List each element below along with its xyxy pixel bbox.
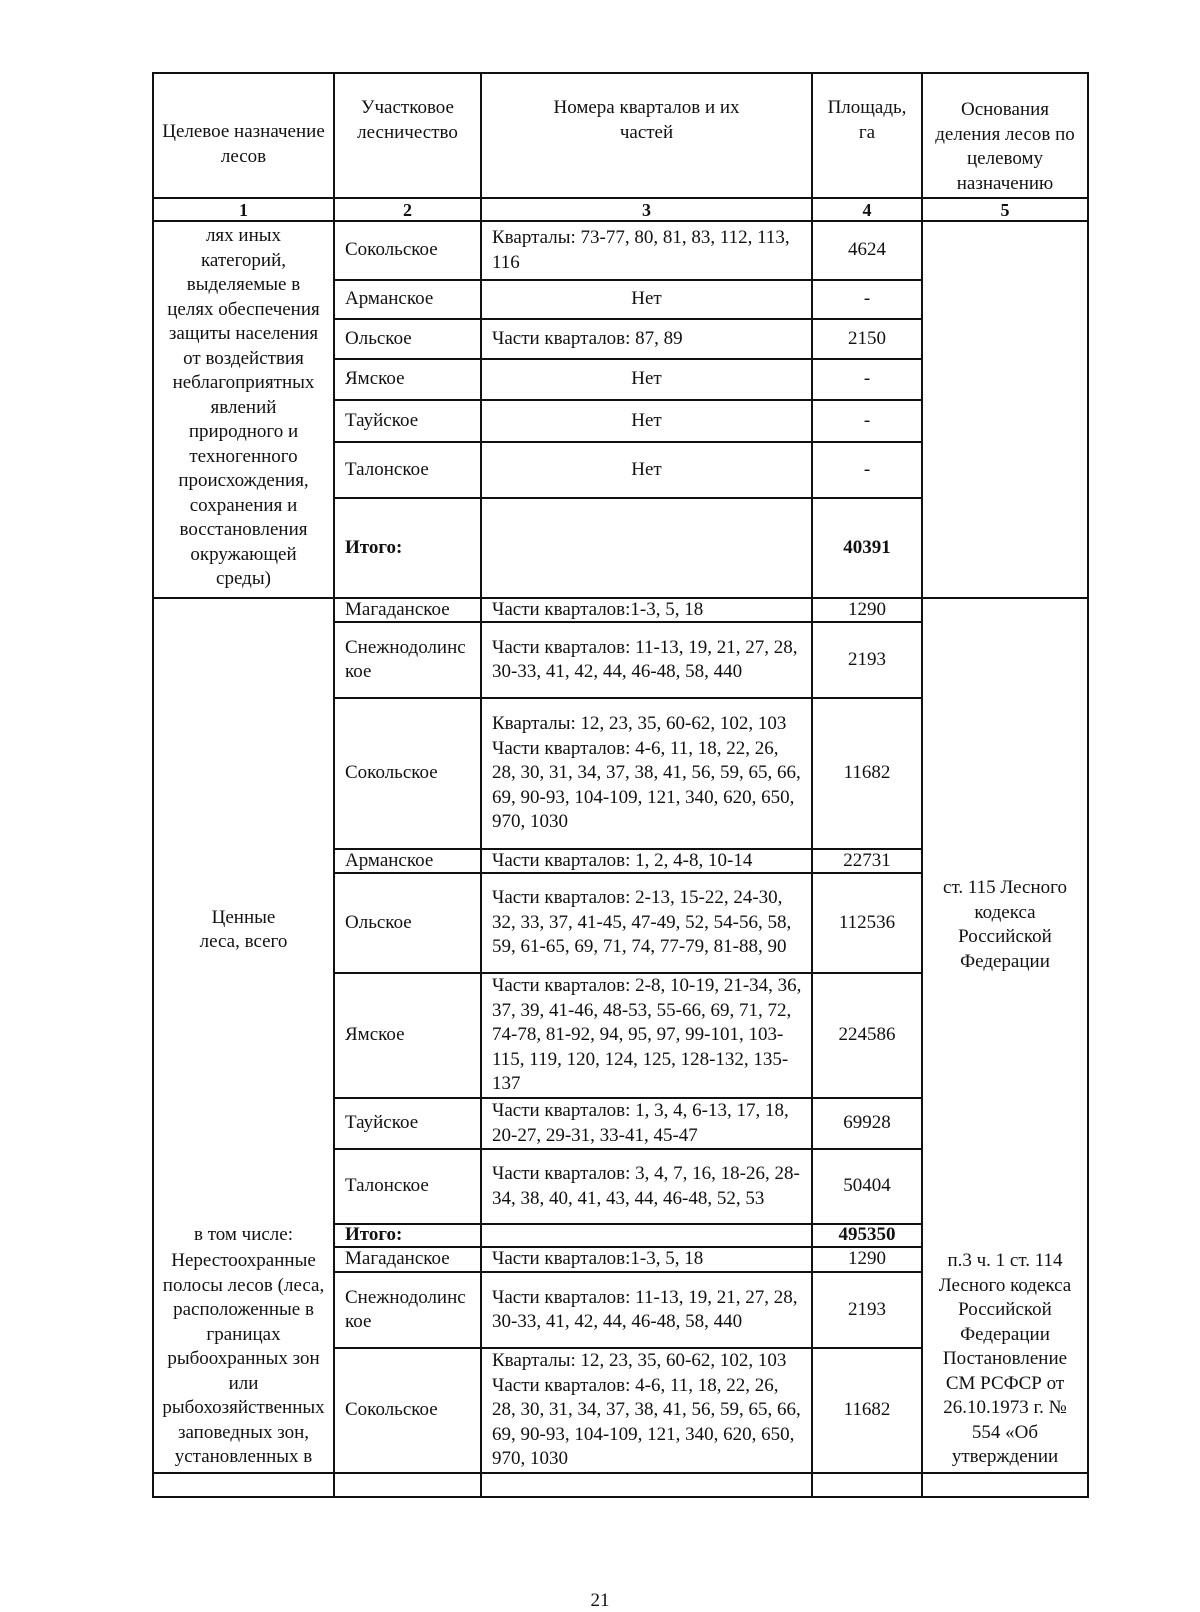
area-cell: 50404 bbox=[843, 1175, 891, 1197]
forestry-cell: Сокольское bbox=[345, 239, 438, 261]
forestry-cell: Ольское bbox=[345, 911, 412, 933]
quarters-cell: Части кварталов: 2-8, 10-19, 21-34, 36, 37, 39, 41-46, 48-53, 55-66, 69, 71, 72, 74-78, 81-92, 94, 95, 97, 99-101, 103-115, 119, 120, 124, 125, 128-132, 135-137 bbox=[492, 975, 802, 1095]
forestry-cell: Магаданское bbox=[345, 598, 450, 620]
basis-cell: ст. 115 Лесного кодекса Российской Федерации bbox=[943, 877, 1067, 972]
header-basis: Основания деления лесов по целевому назначению bbox=[935, 99, 1075, 194]
column-number: 3 bbox=[642, 199, 651, 220]
area-cell: 11682 bbox=[843, 762, 891, 784]
area-cell: 2193 bbox=[848, 1298, 886, 1320]
forestry-cell: Талонское bbox=[345, 458, 429, 480]
quarters-cell: Части кварталов: 11-13, 19, 21, 27, 28, 30-33, 41, 42, 44, 46-48, 58, 440 bbox=[492, 1286, 798, 1332]
sub-label: в том числе: bbox=[193, 1224, 294, 1246]
forestry-cell: Магаданское bbox=[345, 1248, 450, 1270]
quarters-text: Кварталы: 12, 23, 35, 60-62, 102, 103 bbox=[492, 1350, 787, 1372]
purpose-cell: Нерестоохранные полосы лесов (леса, расположенные в границах рыбоохранных зон или рыбохозяйственных заповедных зон, установленных в bbox=[162, 1250, 325, 1467]
area-cell: 11682 bbox=[843, 1399, 891, 1421]
area-cell: 22731 bbox=[843, 849, 891, 871]
quarters-cell: Части кварталов: 87, 89 bbox=[492, 327, 683, 349]
purpose-cell: лях иных категорий, выделяемые в целях обеспечения защиты населения от воздействия неблагоприятных явлений природного и техногенного происхождения, сохранения и восстановления окружающей среды) bbox=[167, 225, 320, 589]
table-border bbox=[1087, 72, 1089, 1498]
table-border bbox=[152, 1496, 1089, 1498]
forestry-cell: Тауйское bbox=[345, 409, 419, 431]
area-cell: 224586 bbox=[838, 1024, 896, 1046]
purpose-cell: Ценные леса, всего bbox=[199, 906, 288, 952]
area-cell: 1290 bbox=[848, 598, 886, 620]
column-number: 2 bbox=[403, 199, 412, 220]
quarters-cell: Части кварталов: 1, 3, 4, 6-13, 17, 18, 20-27, 29-31, 33-41, 45-47 bbox=[492, 1100, 789, 1146]
quarters-cell bbox=[482, 1349, 811, 1472]
quarters-text: Кварталы: 12, 23, 35, 60-62, 102, 103 bbox=[492, 713, 787, 735]
quarters-cell bbox=[482, 699, 811, 848]
table-border bbox=[152, 1472, 1089, 1474]
forestry-cell: Сокольское bbox=[345, 762, 438, 784]
forestry-cell: Снежнодолинское bbox=[345, 1286, 466, 1332]
forestry-cell: Ямское bbox=[345, 368, 405, 390]
column-number: 5 bbox=[1000, 199, 1010, 220]
quarters-cell: Кварталы: 73-77, 80, 81, 83, 112, 113, 116 bbox=[492, 227, 790, 273]
area-cell: 69928 bbox=[843, 1112, 891, 1134]
quarters-cell: Части кварталов: 3, 4, 7, 16, 18-26, 28-34, 38, 40, 41, 43, 44, 46-48, 52, 53 bbox=[492, 1163, 800, 1209]
area-cell: - bbox=[863, 368, 871, 390]
column-number: 4 bbox=[862, 199, 872, 220]
quarters-cell: Нет bbox=[631, 458, 662, 480]
area-cell: 4624 bbox=[848, 239, 886, 261]
basis-cell: п.3 ч. 1 ст. 114 Лесного кодекса Российской Федерации Постановление СМ РСФСР от 26.10.1973 г. № 554 «Об утверждении bbox=[938, 1250, 1072, 1467]
quarters-text: Части кварталов: 4-6, 11, 18, 22, 26, 28, 30, 31, 34, 37, 38, 41, 56, 59, 65, 66, 69, 90-93, 104-109, 121, 340, 620, 650, 970, 1030 bbox=[492, 1374, 801, 1470]
total-label: Итого: bbox=[345, 1224, 403, 1246]
area-cell: 2193 bbox=[848, 648, 886, 670]
area-cell: - bbox=[863, 288, 871, 310]
header-quarters: Номера кварталов и их частей bbox=[553, 97, 740, 143]
quarters-cell: Части кварталов: 2-13, 15-22, 24-30, 32, 33, 37, 41-45, 47-49, 52, 54-56, 58, 59, 61-65, 69, 71, 74, 77-79, 81-88, 90 bbox=[492, 887, 792, 958]
forestry-cell: Арманское bbox=[345, 849, 434, 871]
total-value: 495350 bbox=[838, 1224, 896, 1246]
quarters-cell: Части кварталов:1-3, 5, 18 bbox=[492, 598, 704, 620]
column-number: 1 bbox=[239, 199, 248, 220]
header-forestry: Участковое лесничество bbox=[357, 97, 458, 143]
total-label: Итого: bbox=[345, 536, 403, 558]
forestry-cell: Тауйское bbox=[345, 1112, 419, 1134]
forestry-cell: Ямское bbox=[345, 1024, 405, 1046]
quarters-cell: Части кварталов: 11-13, 19, 21, 27, 28, 30-33, 41, 42, 44, 46-48, 58, 440 bbox=[492, 636, 798, 682]
quarters-cell: Нет bbox=[631, 288, 662, 310]
forestry-cell: Снежнодолинское bbox=[345, 636, 466, 682]
quarters-cell: Нет bbox=[631, 409, 662, 431]
area-cell: 2150 bbox=[848, 327, 886, 349]
area-cell: 1290 bbox=[848, 1248, 886, 1270]
area-cell: 112536 bbox=[838, 911, 896, 933]
page-number: 21 bbox=[590, 1590, 610, 1611]
quarters-text: Части кварталов: 4-6, 11, 18, 22, 26, 28, 30, 31, 34, 37, 38, 41, 56, 59, 65, 66, 69, 90-93, 104-109, 121, 340, 620, 650, 970, 1030 bbox=[492, 737, 801, 833]
area-cell: - bbox=[863, 409, 871, 431]
forestry-cell: Арманское bbox=[345, 288, 434, 310]
quarters-cell: Части кварталов:1-3, 5, 18 bbox=[492, 1248, 704, 1270]
forestry-cell: Сокольское bbox=[345, 1399, 438, 1421]
header-purpose: Целевое назначение лесов bbox=[162, 121, 325, 167]
total-value: 40391 bbox=[843, 536, 891, 558]
forestry-cell: Талонское bbox=[345, 1175, 429, 1197]
forestry-cell: Ольское bbox=[345, 327, 412, 349]
area-cell: - bbox=[863, 458, 871, 480]
quarters-cell: Нет bbox=[631, 368, 662, 390]
header-area: Площадь, га bbox=[827, 97, 907, 143]
quarters-cell: Части кварталов: 1, 2, 4-8, 10-14 bbox=[492, 849, 753, 871]
